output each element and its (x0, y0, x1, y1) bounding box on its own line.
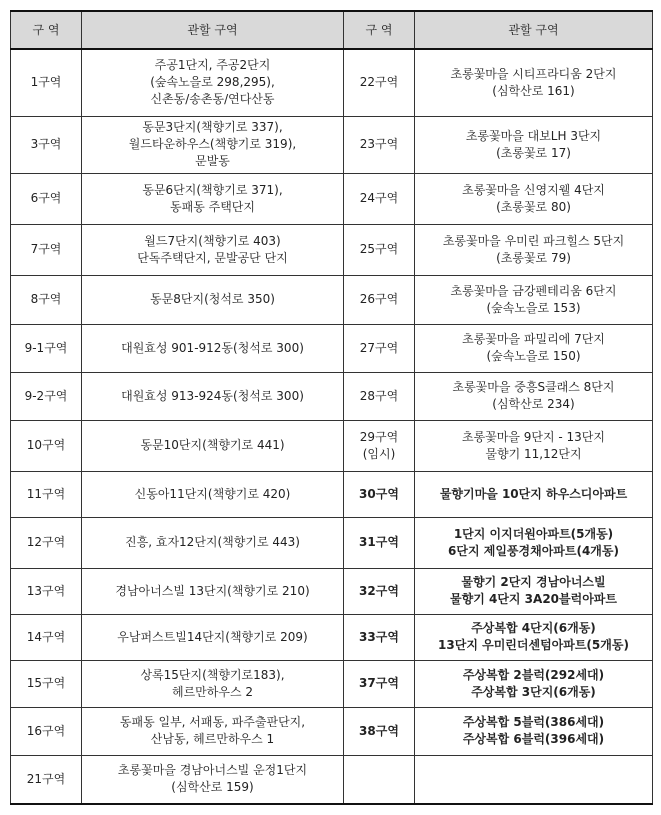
zone-cell (344, 49, 415, 116)
cell-text-line: 동문8단지(청석로 350) (150, 292, 275, 306)
zone-cell (11, 324, 82, 372)
cell-text-line: (초롱꽃로 79) (496, 250, 571, 265)
header-area-left: 관할 구역 (82, 11, 344, 49)
cell-text-line: 28구역 (359, 388, 399, 403)
zone-cell (11, 224, 82, 275)
cell-text-line: 9-1구역 (24, 340, 68, 355)
area-cell (82, 224, 344, 275)
cell-text-line: 초롱꽃마을 9단지 - 13단지 (461, 429, 605, 444)
cell-text-line: 초롱꽃마을 대보LH 3단지 (465, 128, 602, 143)
cell-text-line: 22구역 (359, 75, 399, 90)
cell-text-line: 30구역 (359, 486, 399, 501)
zone-cell (344, 707, 415, 755)
cell-text-line: 7구역 (30, 242, 62, 256)
area-cell (415, 173, 653, 224)
zone-cell (11, 568, 82, 614)
zone-cell (344, 471, 415, 517)
cell-text-line: (심학산로 161) (492, 83, 575, 98)
cell-text-line: 주공1단지, 주공2단지 (154, 58, 271, 73)
table-row (11, 517, 653, 568)
cell-text-line: 14구역 (26, 629, 66, 644)
zone-cell (344, 517, 415, 568)
area-cell (82, 372, 344, 420)
zone-cell (344, 116, 415, 173)
cell-text-line: 월드타운하우스(책향기로 319), (128, 137, 297, 151)
area-cell (415, 568, 653, 614)
cell-text-line: 주상복합 6블럭(396세대) (462, 732, 605, 746)
cell-text-line: 주상복합 5블럭(386세대) (462, 715, 605, 729)
cell-text-line: 초롱꽃마을 신영지웰 4단지 (462, 182, 605, 197)
cell-text-line: 21구역 (26, 771, 66, 786)
cell-text-line: 산남동, 헤르만하우스 1 (150, 732, 275, 746)
district-table-wrapper (10, 10, 653, 805)
cell-text-line: 상록15단지(책향기로183), (140, 667, 285, 682)
table-row (11, 324, 653, 372)
table-row (11, 660, 653, 707)
zone-cell (11, 173, 82, 224)
table-row (11, 614, 653, 660)
table-row (11, 49, 653, 116)
cell-text-line: 경남아너스빌 13단지(책향기로 210) (115, 583, 310, 598)
cell-text-line: 3구역 (30, 137, 62, 151)
cell-text-line: 주상복합 3단지(6개동) (471, 684, 596, 699)
cell-text-line: 1구역 (30, 75, 62, 90)
cell-text-line: 8구역 (30, 292, 62, 306)
zone-cell (11, 517, 82, 568)
table-row (11, 275, 653, 324)
table-body (11, 49, 653, 804)
cell-text-line: 동패동 일부, 서패동, 파주출판단지, (119, 715, 306, 729)
cell-text-line: 신동아11단지(책향기로 420) (134, 486, 291, 501)
area-cell (82, 755, 344, 804)
zone-cell (11, 49, 82, 116)
cell-text-line: 6단지 제일풍경채아파트(4개동) (448, 543, 619, 558)
area-cell (82, 275, 344, 324)
area-cell (415, 707, 653, 755)
zone-cell (344, 420, 415, 471)
cell-text-line: (숲속노을로 150) (486, 349, 581, 363)
zone-cell (344, 372, 415, 420)
table-header-row (11, 11, 653, 49)
cell-text-line: 대원효성 901-912동(청석로 300) (121, 340, 304, 355)
area-cell (82, 660, 344, 707)
zone-cell (11, 660, 82, 707)
cell-text-line: 동문10단지(책향기로 441) (140, 438, 285, 452)
area-cell (415, 471, 653, 517)
cell-text-line: 13구역 (26, 583, 66, 598)
cell-text-line: 15구역 (26, 676, 66, 690)
zone-cell (11, 755, 82, 804)
cell-text-line: 31구역 (359, 535, 399, 549)
zone-cell (11, 116, 82, 173)
cell-text-line: 물향기 4단지 3A20블럭아파트 (450, 592, 617, 606)
cell-text-line: 13단지 우미린더센텀아파트(5개동) (438, 638, 629, 652)
cell-text-line: 12구역 (26, 535, 66, 549)
cell-text-line: (심학산로 159) (171, 780, 254, 795)
area-cell (415, 116, 653, 173)
table-row (11, 224, 653, 275)
zone-cell (344, 614, 415, 660)
area-cell (82, 324, 344, 372)
cell-text-line: (숲속노을로 298,295), (150, 75, 275, 90)
cell-text-line: 32구역 (359, 583, 399, 598)
cell-text-line: 9-2구역 (24, 388, 68, 403)
zone-cell (344, 660, 415, 707)
cell-text-line: 38구역 (359, 723, 399, 738)
zone-cell (344, 568, 415, 614)
cell-text-line: 물향기마을 10단지 하우스디아파트 (439, 486, 628, 501)
area-cell (82, 116, 344, 173)
area-cell (82, 173, 344, 224)
header-area-right: 관할 구역 (415, 11, 653, 49)
cell-text-line: 초롱꽃마을 경남아너스빌 운정1단지 (117, 763, 308, 778)
cell-text-line: 16구역 (26, 723, 66, 738)
cell-text-line: 1단지 이지더원아파트(5개동) (453, 526, 614, 541)
area-cell (415, 420, 653, 471)
cell-text-line: 24구역 (359, 191, 399, 205)
zone-cell (344, 755, 415, 804)
cell-text-line: 진흥, 효자12단지(책향기로 443) (125, 535, 300, 549)
area-cell (415, 324, 653, 372)
zone-cell (11, 471, 82, 517)
header-zone-right: 구 역 (344, 11, 415, 49)
zone-cell (344, 173, 415, 224)
area-cell (82, 471, 344, 517)
area-cell (415, 614, 653, 660)
cell-text-line: 초롱꽃마을 우미린 파크힐스 5단지 (442, 233, 625, 248)
cell-text-line: (임시) (362, 446, 396, 461)
cell-text-line: 10구역 (26, 438, 66, 452)
cell-text-line: 11구역 (26, 486, 66, 501)
cell-text-line: 물향기 2단지 경남아너스빌 (461, 575, 606, 589)
table-row (11, 116, 653, 173)
cell-text-line: (초롱꽃로 17) (496, 145, 571, 160)
cell-text-line: 초롱꽃마을 시티프라디움 2단지 (450, 66, 617, 81)
cell-text-line: (숲속노을로 153) (486, 300, 581, 315)
cell-text-line: 주상복합 2블럭(292세대) (462, 667, 605, 682)
cell-text-line: (초롱꽃로 80) (496, 199, 571, 214)
cell-text-line: 월드7단지(책향기로 403) (144, 233, 281, 248)
area-cell (415, 755, 653, 804)
table-row (11, 173, 653, 224)
area-cell (415, 49, 653, 116)
cell-text-line: 단독주택단지, 문발공단 단지 (137, 250, 288, 265)
zone-cell (11, 275, 82, 324)
area-cell (415, 224, 653, 275)
cell-text-line: (심학산로 234) (492, 397, 575, 411)
area-cell (82, 517, 344, 568)
cell-text-line: 초롱꽃마을 파밀리에 7단지 (462, 332, 605, 346)
cell-text-line: 33구역 (359, 629, 399, 644)
zone-cell (344, 275, 415, 324)
area-cell (82, 420, 344, 471)
table-row (11, 471, 653, 517)
cell-text-line: 대원효성 913-924동(청석로 300) (121, 388, 304, 403)
cell-text-line: 37구역 (359, 676, 399, 690)
cell-text-line: 25구역 (359, 242, 399, 256)
cell-text-line: 29구역 (359, 429, 399, 444)
district-jurisdiction-table (10, 10, 653, 805)
cell-text-line: 문발동 (195, 154, 230, 168)
zone-cell (344, 224, 415, 275)
cell-text-line: 23구역 (359, 137, 399, 151)
area-cell (82, 568, 344, 614)
area-cell (415, 660, 653, 707)
cell-text-line: 동문3단지(책향기로 337), (142, 120, 283, 134)
area-cell (415, 372, 653, 420)
table-row (11, 755, 653, 804)
zone-cell (11, 707, 82, 755)
cell-text-line: 27구역 (359, 340, 399, 355)
cell-text-line: 6구역 (30, 191, 62, 205)
area-cell (82, 614, 344, 660)
area-cell (82, 707, 344, 755)
zone-cell (11, 614, 82, 660)
zone-cell (11, 372, 82, 420)
table-row (11, 707, 653, 755)
cell-text-line: 헤르만하우스 2 (171, 684, 253, 699)
cell-text-line: 우남퍼스트빌14단지(책향기로 209) (117, 629, 308, 644)
zone-cell (11, 420, 82, 471)
cell-text-line: 초롱꽃마을 중흥S클래스 8단지 (452, 380, 615, 394)
table-row (11, 568, 653, 614)
table-row (11, 420, 653, 471)
header-zone-left: 구 역 (11, 11, 82, 49)
table-row (11, 372, 653, 420)
cell-text-line: 물향기 11,12단지 (485, 446, 582, 461)
area-cell (415, 275, 653, 324)
zone-cell (344, 324, 415, 372)
area-cell (82, 49, 344, 116)
cell-text-line: 26구역 (359, 292, 399, 306)
cell-text-line: 신촌동/송촌동/연다산동 (150, 92, 275, 107)
area-cell (415, 517, 653, 568)
cell-text-line: 주상복합 4단지(6개동) (471, 621, 596, 635)
cell-text-line: 동패동 주택단지 (170, 199, 255, 214)
cell-text-line: 초롱꽃마을 금강펜테리움 6단지 (450, 283, 617, 298)
cell-text-line: 동문6단지(책향기로 371), (142, 182, 283, 197)
